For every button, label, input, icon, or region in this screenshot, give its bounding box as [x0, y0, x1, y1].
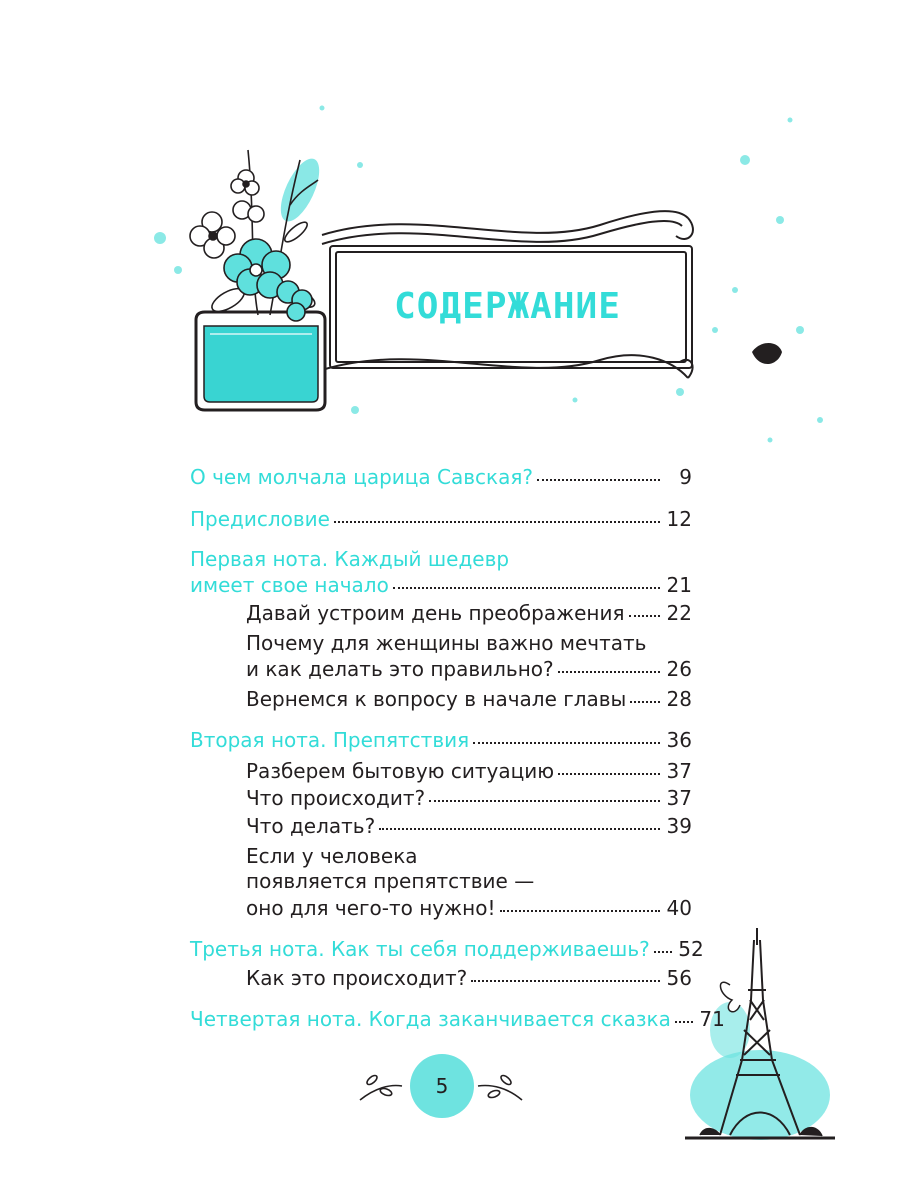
toc-entry-page: 52 [678, 937, 704, 961]
toc-entry-page: 9 [679, 465, 692, 489]
toc-entry-title: Вторая нота. Препятствия [190, 728, 470, 752]
toc-subentry-title: Что делать? [246, 814, 376, 838]
toc-subentry-title: и как делать это правильно? [246, 657, 554, 681]
toc-entry[interactable] [190, 570, 692, 600]
toc-subentry[interactable] [246, 684, 692, 714]
dot-leader [629, 614, 660, 617]
toc-subentry-title: Что происходит? [246, 786, 426, 810]
toc-entry-page: 12 [666, 507, 692, 531]
toc-entry[interactable] [190, 462, 692, 492]
toc-subentry-page: 22 [666, 601, 692, 625]
toc-subentry-title-line[interactable]: Если у человека [246, 844, 418, 868]
dot-leader [630, 700, 660, 703]
page-number: 5 [410, 1054, 474, 1118]
toc-entry[interactable] [190, 1004, 725, 1034]
toc-subentry-title: Вернемся к вопросу в начале главы [246, 687, 627, 711]
dot-leader [537, 478, 660, 481]
dot-leader [393, 586, 660, 589]
toc-subentry[interactable] [246, 963, 692, 993]
toc-entry-title: Предисловие [190, 507, 330, 531]
toc-subentry-page: 40 [666, 896, 692, 920]
toc-subentry[interactable] [246, 654, 692, 684]
toc-subentry-page: 37 [666, 786, 692, 810]
dot-leader [379, 827, 660, 830]
dot-leader [471, 979, 660, 982]
toc-entry-title-line[interactable]: Первая нота. Каждый шедевр [190, 547, 510, 571]
toc-entry[interactable] [190, 934, 704, 964]
toc-subentry-page: 26 [666, 657, 692, 681]
toc-entry[interactable] [190, 504, 692, 534]
dot-leader [675, 1020, 693, 1023]
toc-entry-page: 36 [666, 728, 692, 752]
dot-leader [473, 741, 660, 744]
toc-subentry-page: 28 [666, 687, 692, 711]
dot-leader [654, 950, 672, 953]
leaf-icon [752, 343, 782, 364]
toc-subentry-title: Давай устроим день преображения [246, 601, 625, 625]
dot-leader [334, 520, 660, 523]
toc-subentry[interactable] [246, 756, 692, 786]
toc-subentry-title: оно для чего-то нужно! [246, 896, 496, 920]
toc-subentry-title: Как это происходит? [246, 966, 468, 990]
dot-leader [558, 772, 660, 775]
toc-entry-title: Четвертая нота. Когда заканчивается сказка [190, 1007, 671, 1031]
perfume-bottle-icon [196, 312, 325, 410]
dot-leader [429, 799, 660, 802]
toc-subentry-page: 39 [666, 814, 692, 838]
toc-subentry[interactable] [246, 783, 692, 813]
toc-entry[interactable] [190, 725, 692, 755]
dot-leader [500, 909, 661, 912]
toc-entry-title: О чем молчала царица Савская? [190, 465, 534, 489]
toc-entry-page: 21 [666, 573, 692, 597]
toc-subentry-page: 56 [666, 966, 692, 990]
toc-subentry[interactable] [246, 893, 692, 923]
toc-entry-page: 71 [699, 1007, 725, 1031]
toc-entry-title: имеет свое начало [190, 573, 389, 597]
eiffel-tower-icon [685, 928, 835, 1140]
dot-leader [558, 670, 660, 673]
toc-subentry-title-line[interactable]: появляется препятствие — [246, 869, 535, 893]
toc-entry-title: Третья нота. Как ты себя поддерживаешь? [190, 937, 650, 961]
toc-subentry-title-line[interactable]: Почему для женщины важно мечтать [246, 631, 647, 655]
toc-subentry[interactable] [246, 598, 692, 628]
toc-subentry-page: 37 [666, 759, 692, 783]
toc-subentry-title: Разберем бытовую ситуацию [246, 759, 555, 783]
page-title: СОДЕРЖАНИЕ [394, 285, 621, 327]
toc-subentry[interactable] [246, 811, 692, 841]
